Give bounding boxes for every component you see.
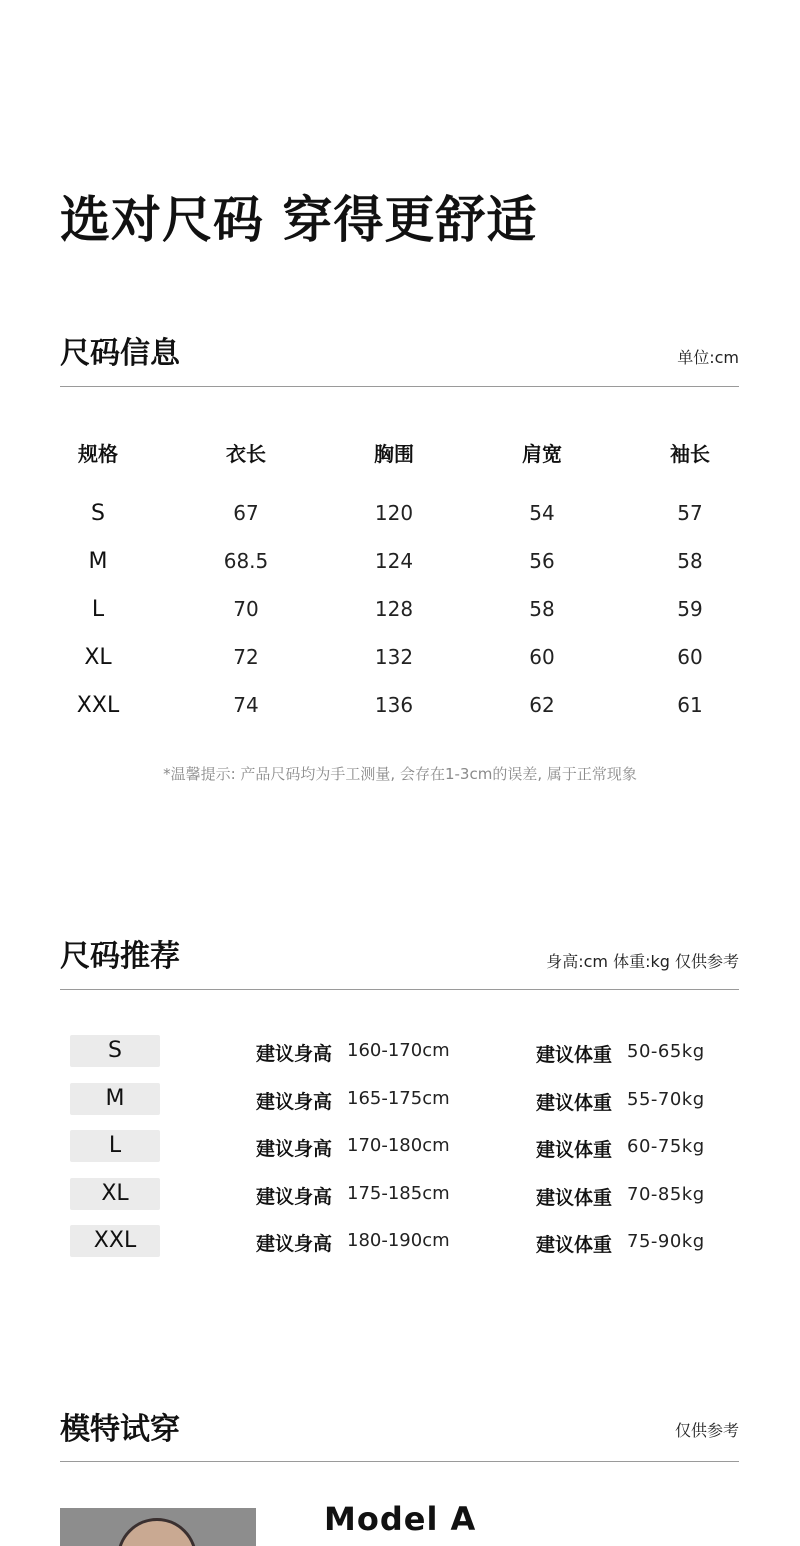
table-cell: 61: [677, 693, 703, 717]
size-info-divider: [60, 386, 739, 387]
weight-value: 70-85kg: [627, 1183, 705, 1205]
table-header-row: [24, 434, 764, 474]
height-label: 建议身高: [256, 1043, 333, 1065]
list-item: [70, 1130, 750, 1162]
weight-label: 建议体重: [536, 1234, 613, 1256]
size-info-unit-note: 单位:cm: [677, 348, 739, 367]
table-cell: XXL: [76, 692, 120, 718]
column-header: 衣长: [226, 442, 266, 466]
recommendation-list: [70, 1035, 750, 1273]
table-row: [24, 681, 764, 729]
model-heading: 模特试穿: [60, 1412, 180, 1447]
weight-value: 55-70kg: [627, 1088, 705, 1110]
table-cell: 58: [529, 597, 555, 621]
table-cell: 72: [233, 645, 259, 669]
weight-label: 建议体重: [536, 1186, 613, 1209]
height-label: 建议身高: [256, 1233, 333, 1255]
model-name: Model A: [324, 1500, 477, 1538]
table-cell: 59: [677, 597, 703, 621]
size-info-table: [24, 434, 764, 729]
table-cell: 120: [374, 501, 414, 525]
column-header: 胸围: [374, 442, 414, 466]
table-row: [24, 489, 764, 537]
height-value: 165-175cm: [347, 1087, 450, 1109]
recommendation-unit-note: 身高:cm 体重:kg 仅供参考: [546, 952, 739, 971]
table-row: [24, 633, 764, 681]
height-label: 建议身高: [256, 1138, 333, 1160]
table-cell: 60: [677, 645, 703, 669]
height-label: 建议身高: [256, 1185, 333, 1208]
table-cell: L: [91, 596, 105, 622]
list-item: [70, 1178, 750, 1210]
table-cell: 56: [529, 549, 555, 573]
size-footnote: *温馨提示: 产品尺码均为手工测量, 会存在1-3cm的误差, 属于正常现象: [163, 765, 637, 783]
table-cell: 128: [374, 597, 414, 621]
table-cell: 74: [233, 693, 259, 717]
recommendation-heading: 尺码推荐: [60, 939, 180, 974]
weight-label: 建议体重: [536, 1139, 613, 1161]
list-item: [70, 1035, 750, 1067]
table-cell: 60: [529, 645, 555, 669]
weight-value: 50-65kg: [627, 1041, 705, 1062]
table-cell: 62: [529, 693, 555, 717]
list-item: [70, 1083, 750, 1115]
model-divider: [60, 1461, 739, 1462]
height-value: 175-185cm: [347, 1182, 450, 1204]
page-title: 选对尺码 穿得更舒适: [60, 191, 538, 249]
size-badge: M: [70, 1083, 160, 1115]
table-cell: 54: [529, 501, 555, 525]
height-value: 170-180cm: [347, 1135, 450, 1156]
size-info-heading: 尺码信息: [60, 336, 180, 371]
table-row: [24, 537, 764, 585]
model-head-image: [117, 1518, 197, 1546]
model-note: 仅供参考: [674, 1421, 739, 1440]
table-row: [24, 585, 764, 633]
weight-value: 75-90kg: [627, 1231, 705, 1252]
column-header: 肩宽: [522, 442, 562, 466]
size-badge: XXL: [70, 1225, 160, 1257]
table-cell: 124: [374, 549, 414, 573]
table-cell: 136: [374, 693, 414, 717]
model-photo: [60, 1508, 256, 1546]
table-cell: S: [91, 500, 105, 526]
height-label: 建议身高: [256, 1090, 333, 1113]
height-value: 160-170cm: [347, 1040, 450, 1061]
weight-label: 建议体重: [536, 1044, 613, 1066]
recommendation-divider: [60, 989, 739, 990]
table-cell: 57: [677, 501, 703, 525]
column-header: 规格: [78, 442, 118, 466]
table-cell: 68.5: [223, 549, 269, 573]
column-header: 袖长: [670, 442, 710, 466]
table-cell: XL: [84, 644, 112, 670]
table-cell: M: [88, 548, 108, 574]
table-cell: 58: [677, 549, 703, 573]
size-badge: XL: [70, 1178, 160, 1210]
weight-value: 60-75kg: [627, 1136, 705, 1157]
table-cell: 67: [233, 501, 259, 525]
size-badge: S: [70, 1035, 160, 1067]
weight-label: 建议体重: [536, 1091, 613, 1114]
list-item: [70, 1225, 750, 1257]
size-badge: L: [70, 1130, 160, 1162]
table-cell: 70: [233, 597, 259, 621]
height-value: 180-190cm: [347, 1230, 450, 1251]
table-cell: 132: [374, 645, 414, 669]
